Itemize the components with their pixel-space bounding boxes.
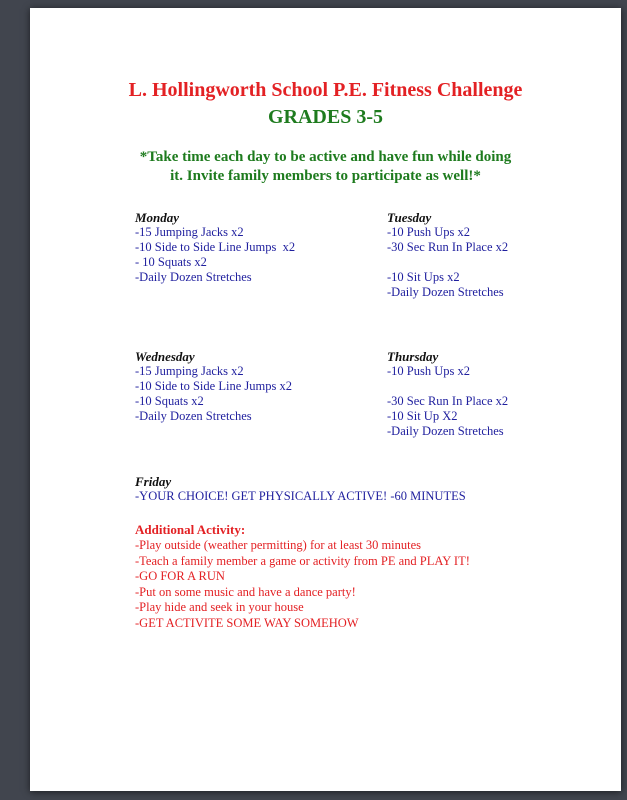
additional-activity-heading: Additional Activity: <box>135 522 246 537</box>
additional-activity-item: -Play hide and seek in your house <box>135 600 304 614</box>
day-block-friday <box>135 474 585 504</box>
document-page <box>30 8 621 791</box>
document-body <box>30 210 621 631</box>
exercise-line: -10 Sit Ups x2 <box>387 270 460 284</box>
additional-activity-section <box>135 521 585 631</box>
page-title: L. Hollingworth School P.E. Fitness Challenge <box>128 79 523 101</box>
day-name: Monday <box>135 210 180 225</box>
exercise-line: -YOUR CHOICE! GET PHYSICALLY ACTIVE! -60 MINUTES <box>135 489 466 503</box>
day-block-monday <box>135 210 387 300</box>
weekday-grid <box>135 210 585 439</box>
exercise-line: -Daily Dozen Stretches <box>387 285 504 299</box>
exercise-line: -15 Jumping Jacks x2 <box>135 364 244 378</box>
intro-line-1: *Take time each day to be active and have fun while doing <box>139 149 512 165</box>
additional-activity-item: -Put on some music and have a dance party! <box>135 584 356 599</box>
exercise-line: -15 Jumping Jacks x2 <box>135 225 244 239</box>
day-name: Thursday <box>387 349 439 364</box>
exercise-line: -10 Push Ups x2 <box>387 225 470 239</box>
exercise-line: -10 Sit Up X2 <box>387 409 458 423</box>
document-header <box>30 78 621 186</box>
day-block-tuesday <box>387 210 585 300</box>
intro-text <box>30 148 621 186</box>
day-name: Tuesday <box>387 210 432 225</box>
day-name: Friday <box>135 474 172 489</box>
exercise-line: -30 Sec Run In Place x2 <box>387 394 509 408</box>
additional-activity-item: -GET ACTIVITE SOME WAY SOMEHOW <box>135 615 359 630</box>
exercise-line: -30 Sec Run In Place x2 <box>387 240 509 254</box>
exercise-line-blank <box>387 379 585 394</box>
day-block-wednesday <box>135 349 387 439</box>
exercise-line: -Daily Dozen Stretches <box>135 270 252 284</box>
intro-line-2: it. Invite family members to participate as well!* <box>170 168 481 184</box>
exercise-line: -10 Side to Side Line Jumps x2 <box>135 379 292 393</box>
exercise-line: -Daily Dozen Stretches <box>387 424 504 438</box>
day-block-thursday <box>387 349 585 439</box>
exercise-line: -Daily Dozen Stretches <box>135 409 252 423</box>
additional-activity-item: -Play outside (weather permitting) for at least 30 minutes <box>135 538 422 552</box>
exercise-line-blank <box>387 255 585 270</box>
exercise-line: -10 Push Ups x2 <box>387 364 470 378</box>
exercise-line: - 10 Squats x2 <box>135 255 207 269</box>
additional-activity-item: -GO FOR A RUN <box>135 569 225 583</box>
day-name: Wednesday <box>135 349 195 364</box>
exercise-line: -10 Squats x2 <box>135 394 204 408</box>
exercise-line: -10 Side to Side Line Jumps x2 <box>135 240 296 254</box>
page-subtitle: GRADES 3-5 <box>267 106 383 128</box>
additional-activity-item: -Teach a family member a game or activity from PE and PLAY IT! <box>135 553 470 568</box>
